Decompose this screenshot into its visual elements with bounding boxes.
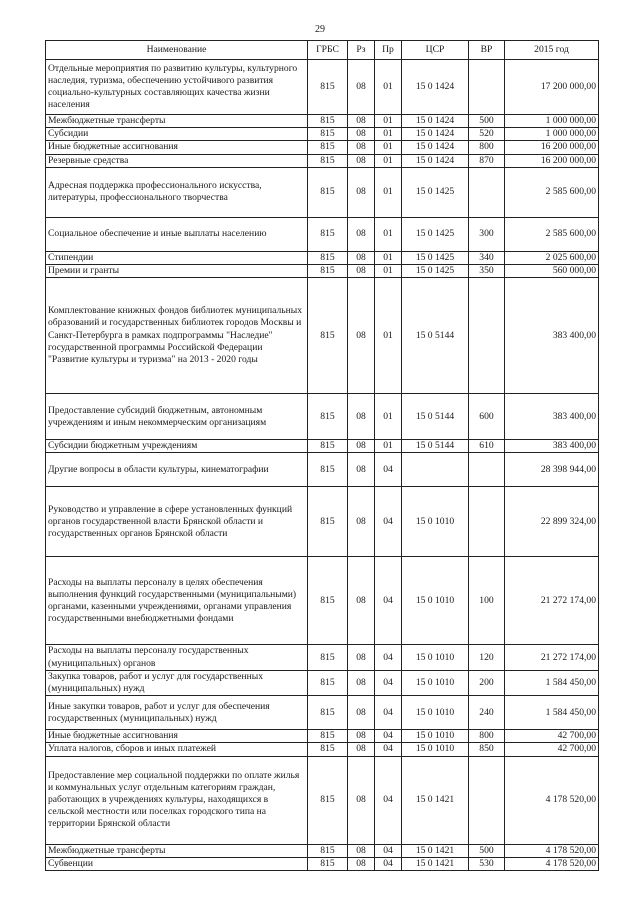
row-name: Межбюджетные трансферты <box>46 844 308 857</box>
row-rz: 08 <box>348 265 375 278</box>
row-amount: 42 700,00 <box>505 743 599 756</box>
row-amount: 2 025 600,00 <box>505 251 599 264</box>
row-pr: 01 <box>375 167 402 217</box>
row-vr: 500 <box>469 844 505 857</box>
row-pr: 04 <box>375 844 402 857</box>
row-grbs: 815 <box>308 278 348 394</box>
row-rz: 08 <box>348 167 375 217</box>
row-rz: 08 <box>348 844 375 857</box>
row-pr: 01 <box>375 128 402 141</box>
row-name: Резервные средства <box>46 154 308 167</box>
header-pr: Пр <box>375 41 402 60</box>
row-vr: 120 <box>469 645 505 670</box>
row-name: Предоставление субсидий бюджетным, автономным учреждениям и иным некоммерческим организациям <box>46 394 308 440</box>
table-row <box>46 743 599 756</box>
row-grbs: 815 <box>308 154 348 167</box>
row-csr: 15 0 1424 <box>402 128 469 141</box>
row-name: Стипендии <box>46 251 308 264</box>
table-row <box>46 278 599 394</box>
row-name: Другие вопросы в области культуры, кинематографии <box>46 453 308 487</box>
row-grbs: 815 <box>308 60 348 115</box>
table-row <box>46 141 599 154</box>
row-rz: 08 <box>348 141 375 154</box>
row-amount: 2 585 600,00 <box>505 217 599 251</box>
row-csr: 15 0 1010 <box>402 557 469 645</box>
row-grbs: 815 <box>308 453 348 487</box>
table-row <box>46 670 599 695</box>
row-vr: 300 <box>469 217 505 251</box>
row-amount: 1 584 450,00 <box>505 696 599 730</box>
row-grbs: 815 <box>308 141 348 154</box>
row-csr: 15 0 1424 <box>402 60 469 115</box>
table-row <box>46 730 599 743</box>
row-name: Отдельные мероприятия по развитию культуры, культурного наследия, туризма, обеспечению устойчивого развития социально-культурных составляющих качества жизни населения <box>46 60 308 115</box>
table-row <box>46 696 599 730</box>
row-rz: 08 <box>348 278 375 394</box>
row-rz: 08 <box>348 645 375 670</box>
row-amount: 17 200 000,00 <box>505 60 599 115</box>
row-csr: 15 0 1424 <box>402 115 469 128</box>
table-row <box>46 557 599 645</box>
row-vr <box>469 278 505 394</box>
row-pr: 01 <box>375 154 402 167</box>
row-grbs: 815 <box>308 217 348 251</box>
row-rz: 08 <box>348 440 375 453</box>
row-grbs: 815 <box>308 756 348 844</box>
row-pr: 01 <box>375 394 402 440</box>
row-grbs: 815 <box>308 730 348 743</box>
row-rz: 08 <box>348 487 375 557</box>
row-rz: 08 <box>348 756 375 844</box>
row-rz: 08 <box>348 394 375 440</box>
row-rz: 08 <box>348 251 375 264</box>
page-number: 29 <box>315 24 325 35</box>
row-name: Субвенции <box>46 857 308 870</box>
table-row <box>46 857 599 870</box>
row-pr: 01 <box>375 60 402 115</box>
header-rz: Рз <box>348 41 375 60</box>
row-amount: 560 000,00 <box>505 265 599 278</box>
row-grbs: 815 <box>308 265 348 278</box>
row-csr: 15 0 1425 <box>402 217 469 251</box>
row-rz: 08 <box>348 743 375 756</box>
table-row <box>46 265 599 278</box>
row-grbs: 815 <box>308 440 348 453</box>
row-vr <box>469 167 505 217</box>
row-rz: 08 <box>348 730 375 743</box>
row-name: Премии и гранты <box>46 265 308 278</box>
row-grbs: 815 <box>308 251 348 264</box>
row-pr: 01 <box>375 217 402 251</box>
table-row <box>46 487 599 557</box>
row-grbs: 815 <box>308 557 348 645</box>
row-amount: 28 398 944,00 <box>505 453 599 487</box>
row-csr: 15 0 1010 <box>402 670 469 695</box>
row-amount: 1 000 000,00 <box>505 115 599 128</box>
row-amount: 4 178 520,00 <box>505 756 599 844</box>
table-row <box>46 217 599 251</box>
row-csr: 15 0 1010 <box>402 645 469 670</box>
row-rz: 08 <box>348 60 375 115</box>
row-rz: 08 <box>348 670 375 695</box>
row-rz: 08 <box>348 128 375 141</box>
row-amount: 4 178 520,00 <box>505 844 599 857</box>
row-amount: 16 200 000,00 <box>505 141 599 154</box>
row-grbs: 815 <box>308 743 348 756</box>
row-csr: 15 0 1010 <box>402 743 469 756</box>
table-row <box>46 645 599 670</box>
row-amount: 2 585 600,00 <box>505 167 599 217</box>
row-csr: 15 0 1010 <box>402 730 469 743</box>
row-vr: 340 <box>469 251 505 264</box>
table-row <box>46 844 599 857</box>
row-amount: 383 400,00 <box>505 278 599 394</box>
row-grbs: 815 <box>308 670 348 695</box>
row-csr: 15 0 1010 <box>402 487 469 557</box>
row-amount: 1 000 000,00 <box>505 128 599 141</box>
row-pr: 04 <box>375 557 402 645</box>
header-grbs: ГРБС <box>308 41 348 60</box>
table-row <box>46 115 599 128</box>
row-amount: 4 178 520,00 <box>505 857 599 870</box>
budget-table <box>45 40 599 871</box>
row-csr: 15 0 1421 <box>402 756 469 844</box>
row-name: Иные бюджетные ассигнования <box>46 141 308 154</box>
row-vr: 350 <box>469 265 505 278</box>
table-row <box>46 167 599 217</box>
row-name: Уплата налогов, сборов и иных платежей <box>46 743 308 756</box>
row-name: Межбюджетные трансферты <box>46 115 308 128</box>
row-pr: 01 <box>375 141 402 154</box>
table-row <box>46 394 599 440</box>
row-vr <box>469 756 505 844</box>
row-grbs: 815 <box>308 115 348 128</box>
row-csr: 15 0 1010 <box>402 696 469 730</box>
row-name: Комплектование книжных фондов библиотек муниципальных образований и государственных библиотек городов Москвы и Санкт-Петербурга в рамках подпрограммы "Наследие" государственной программы Российской Федерации "Развитие культуры и туризма" на 2013 - 2020 годы <box>46 278 308 394</box>
row-pr: 04 <box>375 696 402 730</box>
row-rz: 08 <box>348 857 375 870</box>
row-amount: 1 584 450,00 <box>505 670 599 695</box>
row-name: Иные закупки товаров, работ и услуг для обеспечения государственных (муниципальных) нужд <box>46 696 308 730</box>
row-csr: 15 0 5144 <box>402 278 469 394</box>
table-row <box>46 440 599 453</box>
row-name: Социальное обеспечение и иные выплаты населению <box>46 217 308 251</box>
row-name: Закупка товаров, работ и услуг для государственных (муниципальных) нужд <box>46 670 308 695</box>
row-pr: 04 <box>375 857 402 870</box>
row-name: Субсидии бюджетным учреждениям <box>46 440 308 453</box>
row-rz: 08 <box>348 453 375 487</box>
header-name: Наименование <box>46 41 308 60</box>
row-pr: 01 <box>375 115 402 128</box>
table-row <box>46 128 599 141</box>
row-csr: 15 0 1425 <box>402 251 469 264</box>
row-csr: 15 0 1424 <box>402 154 469 167</box>
row-pr: 04 <box>375 645 402 670</box>
row-name: Адресная поддержка профессионального искусства, литературы, профессионального творчества <box>46 167 308 217</box>
row-pr: 04 <box>375 453 402 487</box>
row-vr: 610 <box>469 440 505 453</box>
row-vr: 530 <box>469 857 505 870</box>
row-name: Субсидии <box>46 128 308 141</box>
row-grbs: 815 <box>308 128 348 141</box>
row-csr: 15 0 1425 <box>402 167 469 217</box>
row-amount: 383 400,00 <box>505 394 599 440</box>
row-pr: 04 <box>375 756 402 844</box>
row-pr: 04 <box>375 670 402 695</box>
row-vr: 800 <box>469 141 505 154</box>
row-vr: 240 <box>469 696 505 730</box>
row-vr <box>469 453 505 487</box>
row-vr: 600 <box>469 394 505 440</box>
row-amount: 22 899 324,00 <box>505 487 599 557</box>
row-pr: 01 <box>375 251 402 264</box>
row-vr <box>469 60 505 115</box>
row-amount: 16 200 000,00 <box>505 154 599 167</box>
row-csr: 15 0 1421 <box>402 857 469 870</box>
row-vr <box>469 487 505 557</box>
row-pr: 01 <box>375 278 402 394</box>
row-rz: 08 <box>348 557 375 645</box>
row-grbs: 815 <box>308 696 348 730</box>
row-pr: 01 <box>375 440 402 453</box>
row-grbs: 815 <box>308 645 348 670</box>
row-amount: 21 272 174,00 <box>505 557 599 645</box>
row-vr: 200 <box>469 670 505 695</box>
table-header-row <box>46 41 599 60</box>
row-name: Расходы на выплаты персоналу государственных (муниципальных) органов <box>46 645 308 670</box>
row-csr <box>402 453 469 487</box>
row-amount: 42 700,00 <box>505 730 599 743</box>
row-csr: 15 0 5144 <box>402 440 469 453</box>
row-grbs: 815 <box>308 857 348 870</box>
row-rz: 08 <box>348 217 375 251</box>
row-amount: 21 272 174,00 <box>505 645 599 670</box>
row-vr: 100 <box>469 557 505 645</box>
table-row <box>46 756 599 844</box>
row-vr: 800 <box>469 730 505 743</box>
row-amount: 383 400,00 <box>505 440 599 453</box>
table-row <box>46 453 599 487</box>
table-row <box>46 251 599 264</box>
row-pr: 04 <box>375 487 402 557</box>
row-grbs: 815 <box>308 487 348 557</box>
row-name: Иные бюджетные ассигнования <box>46 730 308 743</box>
row-pr: 04 <box>375 743 402 756</box>
row-name: Руководство и управление в сфере установленных функций органов государственной власти Брянской области и государственных органов Брянской области <box>46 487 308 557</box>
row-name: Предоставление мер социальной поддержки по оплате жилья и коммунальных услуг отдельным категориям граждан, работающих в учреждениях культуры, находящихся в сельской местности или поселках городского типа на территории Брянской области <box>46 756 308 844</box>
row-vr: 870 <box>469 154 505 167</box>
row-vr: 520 <box>469 128 505 141</box>
row-grbs: 815 <box>308 167 348 217</box>
header-csr: ЦСР <box>402 41 469 60</box>
row-pr: 04 <box>375 730 402 743</box>
row-rz: 08 <box>348 154 375 167</box>
row-pr: 01 <box>375 265 402 278</box>
row-rz: 08 <box>348 115 375 128</box>
header-year: 2015 год <box>505 41 599 60</box>
row-name: Расходы на выплаты персоналу в целях обеспечения выполнения функций государственными (муниципальными) органами, казенными учреждениями, органами управления государственными внебюджетными фондами <box>46 557 308 645</box>
row-grbs: 815 <box>308 844 348 857</box>
row-csr: 15 0 5144 <box>402 394 469 440</box>
row-grbs: 815 <box>308 394 348 440</box>
row-vr: 500 <box>469 115 505 128</box>
row-csr: 15 0 1424 <box>402 141 469 154</box>
table-row <box>46 154 599 167</box>
header-vr: ВР <box>469 41 505 60</box>
row-csr: 15 0 1425 <box>402 265 469 278</box>
row-csr: 15 0 1421 <box>402 844 469 857</box>
row-rz: 08 <box>348 696 375 730</box>
row-vr: 850 <box>469 743 505 756</box>
table-row <box>46 60 599 115</box>
